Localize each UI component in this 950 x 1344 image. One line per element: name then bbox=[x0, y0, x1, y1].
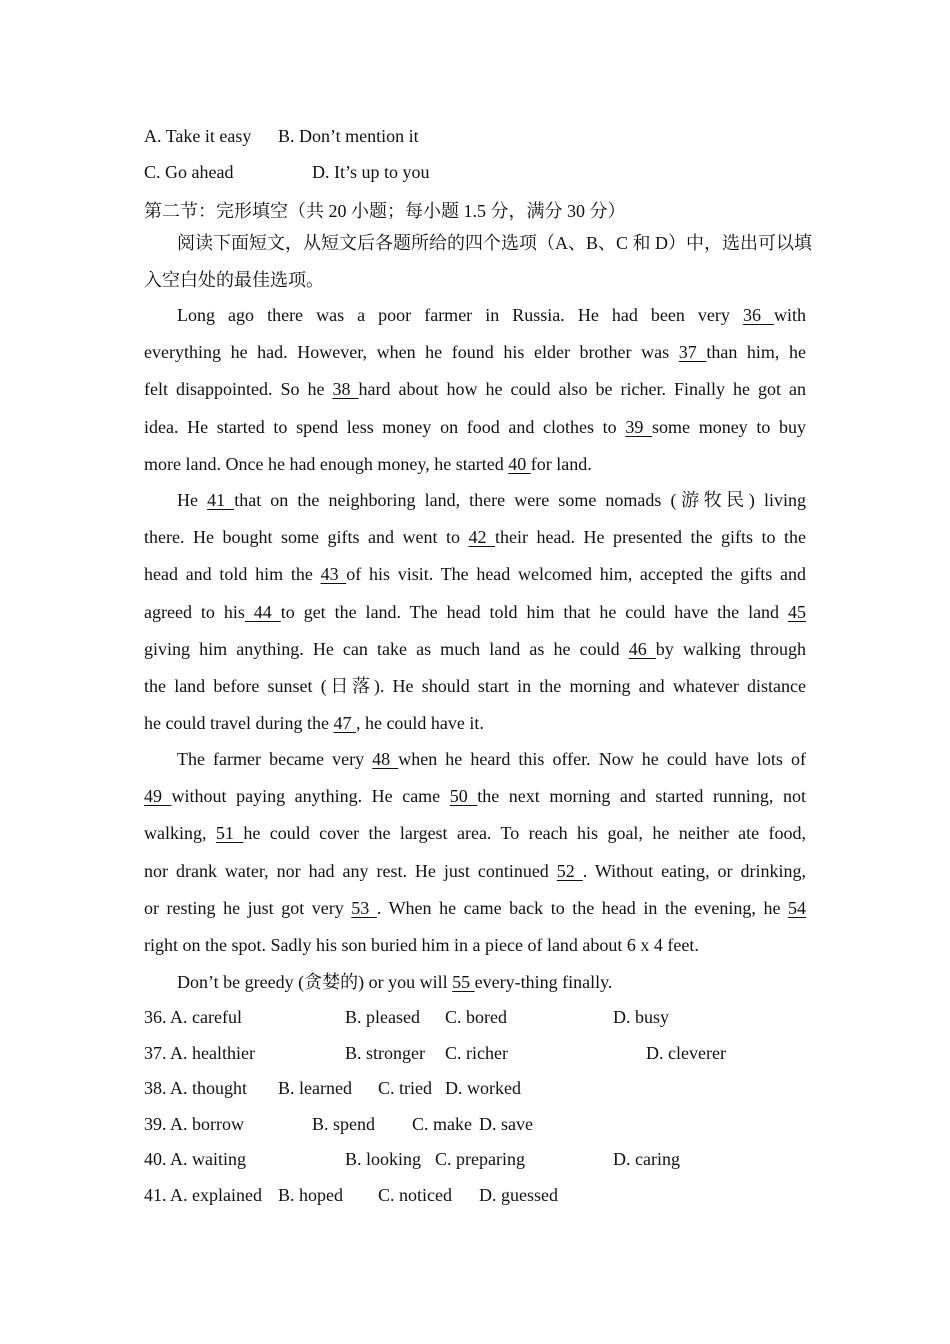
question-41-option-d: D. guessed bbox=[479, 1185, 558, 1205]
question-40-option-a: 40. A. waiting bbox=[144, 1149, 246, 1169]
blank-50: 50 bbox=[449, 786, 478, 807]
passage-paragraph-4 bbox=[144, 964, 806, 1001]
blank-54: 54 bbox=[788, 897, 806, 918]
passage-paragraph-2 bbox=[144, 482, 806, 742]
question-40-option-d: D. caring bbox=[613, 1149, 680, 1169]
question-37-option-b: B. stronger bbox=[345, 1043, 425, 1063]
question-37-option-c: C. richer bbox=[445, 1043, 508, 1063]
blank-37: 37 bbox=[678, 342, 707, 363]
blank-36: 36 bbox=[742, 305, 774, 325]
passage-line: He 41 that on the neighboring land, there were some nomads (游牧民) living bbox=[177, 490, 806, 510]
passage-line: there. He bought some gifts and went to 42 their head. He presented the gifts to the bbox=[144, 527, 806, 548]
blank-41: 41 bbox=[207, 490, 235, 510]
passage-line: The farmer became very 48 when he heard this offer. Now he could have lots of bbox=[177, 749, 807, 769]
passage-line: idea. He started to spend less money on food and clothes to 39 some money to buy bbox=[144, 416, 807, 437]
passage-line: agreed to his 44 to get the land. The head told him that he could have the land 45 bbox=[144, 601, 807, 622]
question-39-option-b: B. spend bbox=[312, 1114, 375, 1134]
blank-48: 48 bbox=[372, 749, 399, 769]
blank-45: 45 bbox=[788, 601, 807, 622]
blank-51: 51 bbox=[215, 823, 244, 844]
passage-line: felt disappointed. So he 38 hard about how he could also be richer. Finally he got an bbox=[144, 379, 806, 400]
passage-line: more land. Once he had enough money, he started 40 for land. bbox=[144, 453, 592, 474]
passage-line: Long ago there was a poor farmer in Russia. He had been very 36 with bbox=[177, 305, 806, 325]
question-36-option-d: D. busy bbox=[613, 1007, 670, 1027]
blank-55: 55 bbox=[452, 972, 475, 992]
blank-49: 49 bbox=[144, 786, 172, 807]
passage-line: 49 without paying anything. He came 50 the next morning and started running, not bbox=[144, 786, 806, 807]
passage-line: head and told him the 43 of his visit. The head welcomed him, accepted the gifts and bbox=[144, 564, 807, 585]
question-38-option-c: C. tried bbox=[378, 1078, 432, 1098]
blank-52: 52 bbox=[556, 860, 583, 881]
passage-paragraph-1 bbox=[144, 297, 806, 483]
passage-line: nor drank water, nor had any rest. He just continued 52 . Without eating, or drinking, bbox=[144, 860, 807, 881]
blank-39: 39 bbox=[625, 416, 653, 437]
question-41-option-a: 41. A. explained bbox=[144, 1185, 262, 1205]
question-37-option-d: D. cleverer bbox=[646, 1043, 726, 1063]
passage-line: walking, 51 he could cover the largest area. To reach his goal, he neither ate food, bbox=[144, 823, 807, 844]
question-38-option-a: 38. A. thought bbox=[144, 1078, 248, 1098]
question-39-option-d: D. save bbox=[479, 1114, 533, 1134]
blank-46: 46 bbox=[628, 638, 656, 659]
instruction-line: 阅读下面短文，从短文后各题所给的四个选项（A、B、C 和 D）中，选出可以填 bbox=[177, 233, 813, 253]
question-36-option-c: C. bored bbox=[445, 1007, 507, 1027]
blank-40: 40 bbox=[508, 453, 531, 474]
passage-line: Don’t be greedy (贪婪的) or you will 55 every-thing finally. bbox=[177, 972, 613, 992]
blank-42: 42 bbox=[468, 527, 496, 548]
passage-line: he could travel during the 47 , he could have it. bbox=[144, 713, 484, 734]
passage-line: everything he had. However, when he found his elder brother was 37 than him, he bbox=[144, 342, 807, 363]
question-39-option-a: 39. A. borrow bbox=[144, 1114, 244, 1134]
prev-option-b: B. Don’t mention it bbox=[278, 126, 419, 146]
blank-47: 47 bbox=[333, 713, 356, 734]
question-38-option-b: B. learned bbox=[278, 1078, 352, 1098]
prev-option-d: D. It’s up to you bbox=[312, 162, 430, 182]
section-instruction bbox=[144, 225, 813, 299]
prev-option-c: C. Go ahead bbox=[144, 162, 234, 182]
question-37-option-a: 37. A. healthier bbox=[144, 1043, 255, 1063]
question-38-option-d: D. worked bbox=[445, 1078, 521, 1098]
blank-38: 38 bbox=[332, 379, 359, 400]
passage-line: or resting he just got very 53 . When he came back to the head in the evening, he 54 bbox=[144, 897, 806, 918]
question-41-option-b: B. hoped bbox=[278, 1185, 343, 1205]
question-41-option-c: C. noticed bbox=[378, 1185, 452, 1205]
passage-line: giving him anything. He can take as much land as he could 46 by walking through bbox=[144, 638, 806, 659]
prev-option-a: A. Take it easy bbox=[144, 126, 252, 146]
blank-43: 43 bbox=[320, 564, 347, 585]
question-36-option-b: B. pleased bbox=[345, 1007, 420, 1027]
question-40-option-b: B. looking bbox=[345, 1149, 422, 1169]
blank-53: 53 bbox=[351, 897, 377, 918]
question-40-option-c: C. preparing bbox=[435, 1149, 525, 1169]
question-39-option-c: C. make bbox=[412, 1114, 472, 1134]
passage-line: the land before sunset (日落). He should start in the morning and whatever distance bbox=[144, 675, 806, 696]
instruction-line: 入空白处的最佳选项。 bbox=[144, 270, 324, 291]
question-36-option-a: 36. A. careful bbox=[144, 1007, 242, 1027]
section-title: 第二节：完形填空（共 20 小题；每小题 1.5 分，满分 30 分） bbox=[144, 201, 626, 221]
passage-line: right on the spot. Sadly his son buried him in a piece of land about 6 x 4 feet. bbox=[144, 934, 699, 955]
blank-44: 44 bbox=[244, 601, 281, 622]
passage-paragraph-3 bbox=[144, 741, 806, 964]
